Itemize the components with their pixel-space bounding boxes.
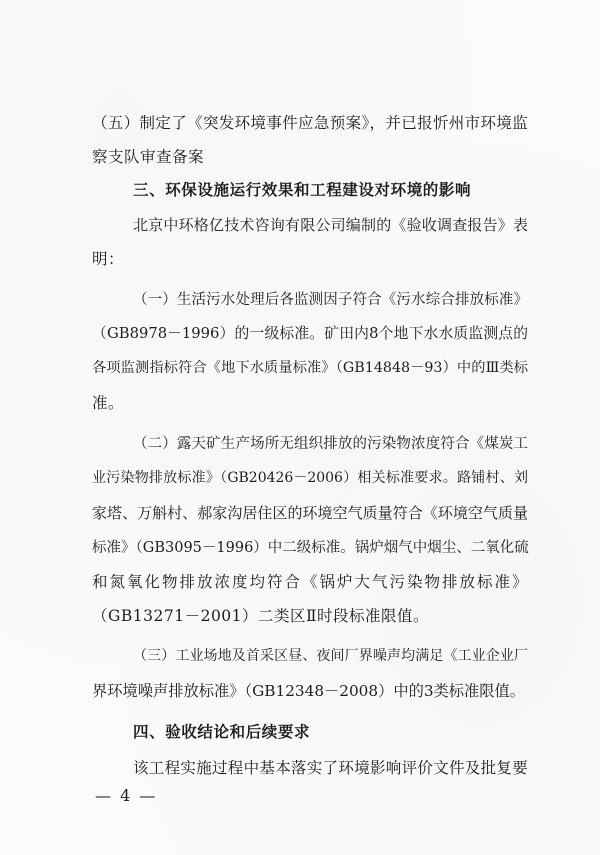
paragraph-item-1-line-4: 准。 — [92, 394, 125, 412]
paragraph-item-2-line-4: 标准》（GB3095－1996）中二级标准。锅炉烟气中烟尘、二氧化硫 — [92, 540, 529, 556]
section-4-heading: 四、验收结论和后续要求 — [133, 723, 311, 741]
paragraph-intro-line-1: 北京中环格亿技术咨询有限公司编制的《验收调查报告》表 — [133, 216, 528, 234]
paragraph-intro-line-2: 明： — [92, 250, 125, 268]
paragraph-conclusion-line-1: 该工程实施过程中基本落实了环境影响评价文件及批复要 — [133, 759, 529, 777]
paragraph-item-2-line-1: （二）露天矿生产场所无组织排放的污染物浓度符合《煤炭工 — [133, 436, 528, 452]
paragraph-item-2-line-2: 业污染物排放标准》（GB20426－2006）相关标准要求。路铺村、刘 — [92, 470, 528, 486]
paragraph-item-2-line-3: 家塔、万斛村、郝家沟居住区的环境空气质量符合《环境空气质量 — [92, 504, 528, 522]
paragraph-item-1-line-1: （一）生活污水处理后各监测因子符合《污水综合排放标准》 — [133, 292, 528, 308]
paragraph-item-3-line-2: 界环境噪声排放标准》（GB12348－2008）中的3类标准限值。 — [92, 682, 526, 700]
section-3-heading: 三、环保设施运行效果和工程建设对环境的影响 — [133, 181, 472, 199]
page-number: — 4 — — [95, 786, 158, 805]
paragraph-item-2-line-6: （GB13271－2001）二类区Ⅱ时段标准限值。 — [92, 607, 430, 625]
paragraph-item-5-line-2: 察支队审查备案 — [92, 148, 205, 166]
paragraph-item-3-line-1: （三）工业场地及首采区昼、夜间厂界噪声均满足《工业企业厂 — [133, 648, 528, 664]
paragraph-item-5-line-1: （五）制定了《突发环境事件应急预案》，并已报忻州市环境监 — [92, 114, 528, 132]
paragraph-item-1-line-3: 各项监测指标符合《地下水质量标准》（GB14848－93）中的Ⅲ类标 — [92, 360, 528, 376]
paragraph-item-1-line-2: （GB8978－1996）的一级标准。矿田内8个地下水水质监测点的 — [92, 325, 528, 342]
paragraph-item-2-line-5: 和氮氧化物排放浓度均符合《锅炉大气污染物排放标准》 — [92, 573, 528, 591]
